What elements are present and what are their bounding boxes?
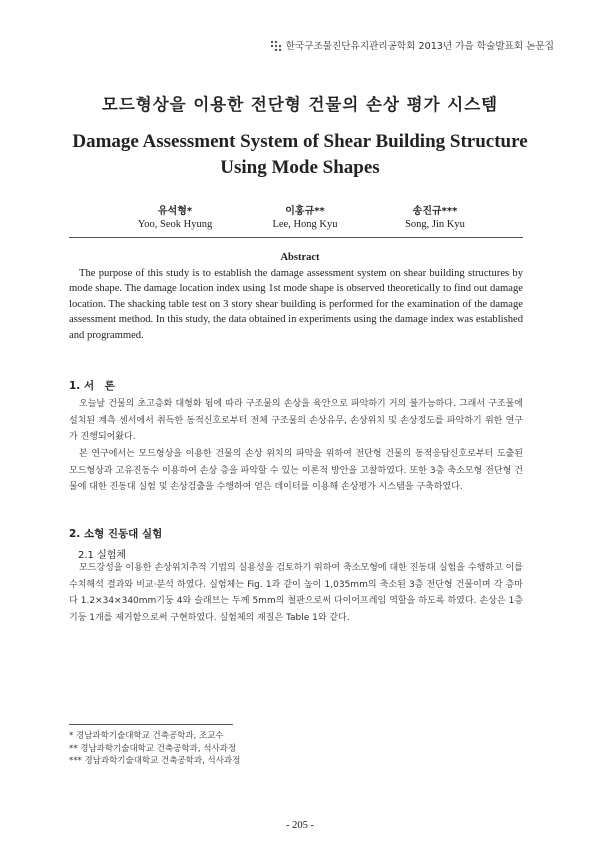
korean-title: 모드형상을 이용한 전단형 건물의 손상 평가 시스템 [101,95,499,114]
english-title-line-1: Damage Assessment System of Shear Building Structure [72,131,528,152]
page-number: - 205 - [286,820,314,831]
section-1-paragraph-1: 오늘날 건물의 초고층화 대형화 됨에 따라 구조물의 손상을 육안으로 파악하기 거의 불가능하다. 그래서 구조물에 설치된 계측 센서에서 취득한 동적신호로부터 전체 구조물의 손상유무, 손상위치 및 손상정도를 파악하기 위한 연구가 진행되어왔다. [69,399,523,442]
english-title-line-2: Using Mode Shapes [220,157,380,178]
running-head-text: 한국구조물진단유지관리공학회 2013년 가을 학술발표회 논문집 [285,41,554,52]
english-title [0,129,600,181]
footnotes [69,730,240,768]
abstract-heading: Abstract [280,252,320,263]
title-divider [69,237,523,238]
section-1-heading: 1. 서 론 [69,380,115,392]
author-3-english-name: Song, Jin Kyu [405,219,465,230]
footnote-2: ** 경남과학기술대학교 건축공학과, 석사과정 [69,743,237,754]
author-1-korean-name: 유석형* [157,206,193,217]
section-2-paragraph: 모드강성을 이용한 손상위치추적 기법의 실용성을 검토하기 위하여 축소모형에 대한 진동대 실험을 수행하고 이를 수치해석 결과와 비교·분석 하였다. 실험체는 Fig. 1과 같이 높이 1,035mm의 축소된 3층 전단형 건물이며 각 층마다 1.2×34×340mm기둥 4와 슬래브는 두께 5mm의 철판으로써 다이어프레임 역할을 하도록 하였다. 손상은 1층 기둥 1개를 제거함으로써 구현하였다. 실험체의 재질은 Table 1와 같다. [69,563,523,623]
author-1-english-name: Yoo, Seok Hyung [137,219,213,230]
author-3 [380,202,490,230]
author-2-korean-name: 이홍규** [285,206,325,217]
section-1-paragraph-2: 본 연구에서는 모드형상을 이용한 건물의 손상 위치의 파악을 위하여 전단형 건물의 동적응답신호로부터 도출된 모드형상과 고유진동수 이용하여 손상 층을 파악할 수 있는 이론적 방안을 고찰하였다. 또한 3층 축소모형 전단형 건물에 대한 진동대 실험 및 손상검출을 수행하여 얻은 데이터를 이용해 손상평가 시스템을 구축하였다. [69,449,523,492]
abstract-text: The purpose of this study is to establish the damage assessment system on shear building structures by mode shape. The damage location index using 1st mode shape is observed theoretically to find out damage location. The shacking table test on 3 story shear building is performed for the examination of the damage assessment method. In this study, the data obtained in experiments using the damage index was established and programmed. [69,268,523,341]
author-2 [250,202,360,230]
dot-cluster-logo-icon [270,40,282,51]
author-1 [120,202,230,230]
running-head [270,38,554,52]
author-3-korean-name: 송진규*** [412,206,458,217]
author-2-english-name: Lee, Hong Kyu [272,219,338,230]
footnote-divider [69,724,233,725]
subsection-2-1-heading: 2.1 실험체 [78,550,127,561]
section-2-heading: 2. 소형 진동대 실험 [69,528,163,540]
author-list [120,202,490,230]
footnote-1: * 경남과학기술대학교 건축공학과, 조교수 [69,731,224,741]
footnote-3: *** 경남과학기술대학교 건축공학과, 석사과정 [69,756,241,766]
